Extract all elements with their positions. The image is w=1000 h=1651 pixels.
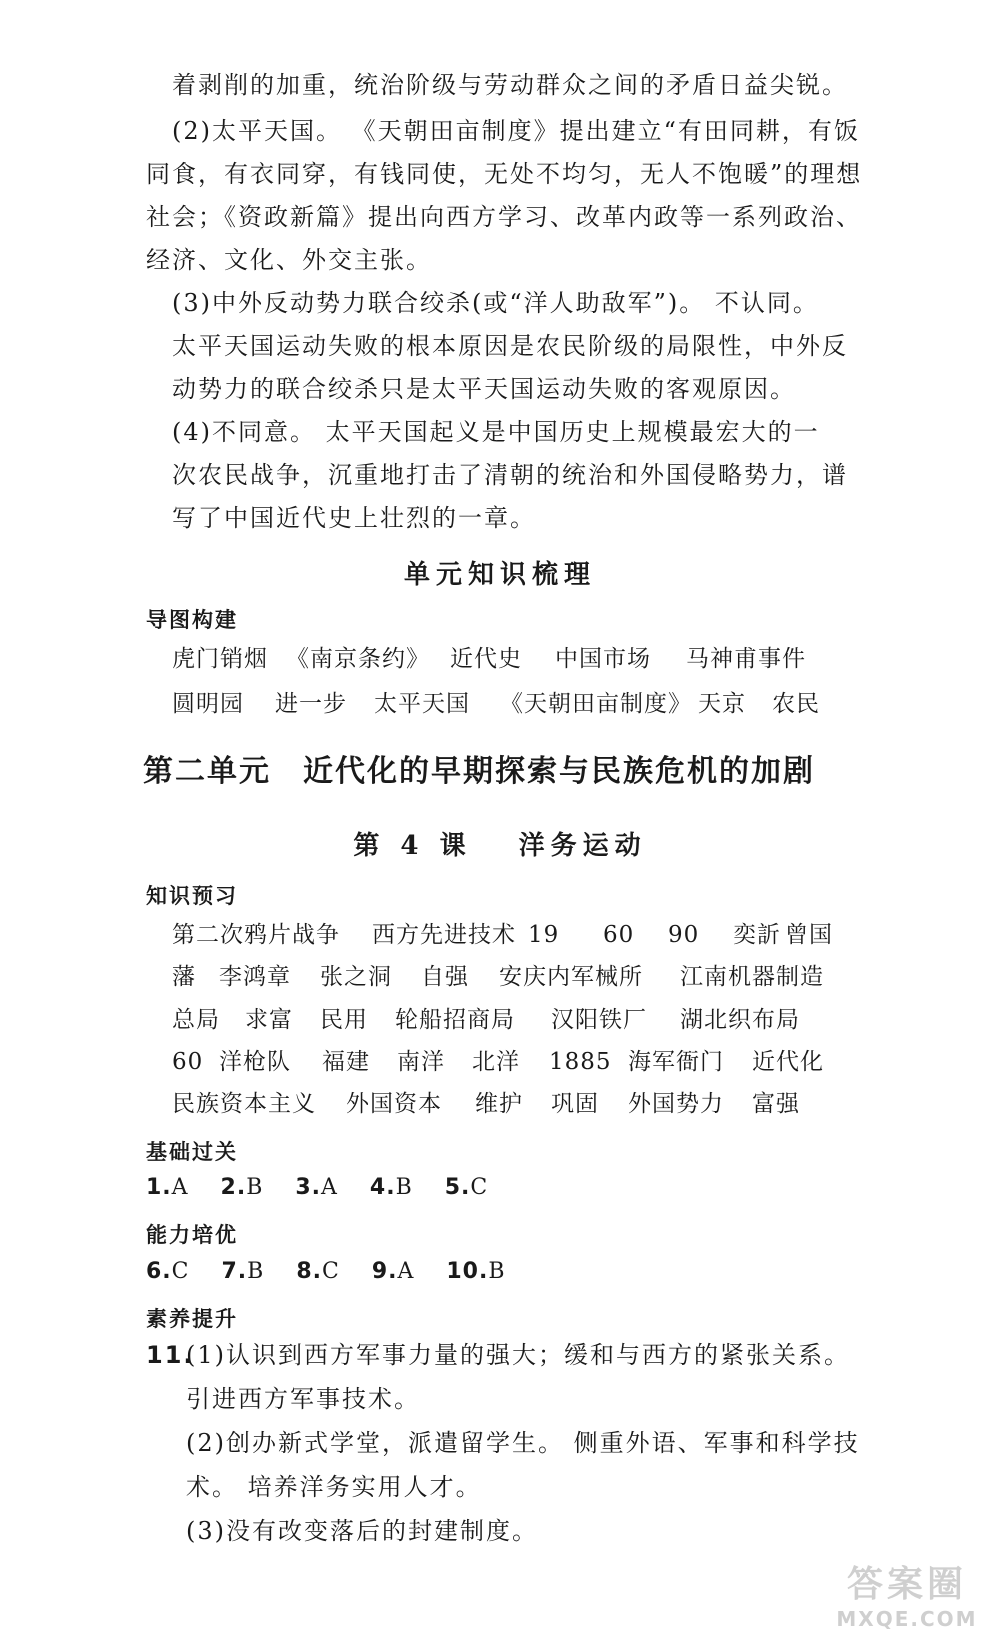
section-heading: 导图构建: [146, 608, 238, 632]
text-line: (2)创办新式学堂，派遣留学生。 侧重外语、军事和科学技: [186, 1429, 860, 1457]
keyword: 农民: [772, 691, 820, 717]
watermark-text: 答案圈: [846, 1564, 967, 1605]
keyword: 进一步: [275, 691, 347, 717]
keyword: 巩固: [551, 1091, 599, 1117]
text-line: (2)太平天国。 《天朝田亩制度》提出建立“有田同耕，有饭: [172, 117, 860, 145]
watermark-logo: [822, 1563, 992, 1643]
text-line: 同食，有衣同穿，有钱同使，无处不均匀，无人不饱暖”的理想: [146, 160, 863, 188]
answer-item: 5.C: [444, 1175, 489, 1200]
keyword: 近代史: [450, 646, 522, 672]
keyword: 汉阳铁厂: [551, 1007, 647, 1033]
keyword: 轮船招商局: [395, 1007, 515, 1033]
text-line: 术。 培养洋务实用人才。: [186, 1473, 482, 1501]
keyword: 马神甫事件: [686, 646, 806, 672]
keyword: 近代化: [752, 1049, 824, 1075]
keyword: 外国势力: [628, 1091, 724, 1117]
keyword: 虎门销烟: [172, 646, 268, 672]
answer-item: 4.B: [369, 1175, 413, 1200]
keyword: 安庆内军械所: [499, 964, 643, 990]
section-heading: 知识预习: [146, 884, 238, 908]
section-title: 单元知识梳理: [403, 560, 596, 590]
keyword: 张之洞: [320, 964, 392, 990]
keyword: 李鸿章: [219, 964, 291, 990]
keyword: 南洋: [397, 1049, 445, 1075]
text-line: 着剥削的加重，统治阶级与劳动群众之间的矛盾日益尖锐。: [172, 71, 848, 99]
answer-item: 1.A: [146, 1175, 189, 1200]
text-line: (4)不同意。 太平天国起义是中国历史上规模最宏大的一: [172, 418, 820, 446]
section-heading: 基础过关: [146, 1140, 238, 1164]
answer-item: 6.C: [146, 1259, 190, 1284]
unit-title: 第二单元 近代化的早期探索与民族危机的加剧: [143, 754, 815, 789]
keyword: 60: [172, 1049, 204, 1075]
answer-row: [146, 1259, 506, 1284]
answer-item: 7.B: [221, 1259, 265, 1284]
text-line: 次农民战争，沉重地打击了清朝的统治和外国侵略势力，谱: [172, 461, 848, 489]
keyword: 江南机器制造: [680, 964, 824, 990]
section-heading: 能力培优: [146, 1223, 238, 1247]
text-line: 经济、文化、外交主张。: [146, 246, 432, 274]
answer-item: 2.B: [220, 1175, 264, 1200]
answer-item: 3.A: [295, 1175, 338, 1200]
keyword: 总局: [172, 1007, 220, 1033]
keyword: 求富: [245, 1007, 293, 1033]
lesson-title: 第 4 课 洋务运动: [353, 831, 647, 861]
keyword: 《天朝田亩制度》: [500, 691, 692, 717]
section-heading: 素养提升: [146, 1307, 238, 1331]
text-line: (1)认识到西方军事力量的强大；缓和与西方的紧张关系。: [186, 1341, 850, 1369]
keyword: 北洋: [472, 1049, 520, 1075]
keyword: 曾国: [785, 922, 833, 948]
keyword: 洋枪队: [219, 1049, 291, 1075]
keyword: 中国市场: [555, 646, 651, 672]
text-line: 引进西方军事技术。: [186, 1385, 420, 1413]
keyword: 西方先进技术: [372, 922, 516, 948]
keyword: 藩: [172, 964, 196, 990]
answer-item: 9.A: [371, 1259, 415, 1284]
text-line: 社会；《资政新篇》提出向西方学习、改革内政等一系列政治、: [146, 203, 862, 231]
keyword: 湖北织布局: [680, 1007, 800, 1033]
keyword: 《南京条约》: [286, 646, 430, 672]
text-line: 太平天国运动失败的根本原因是农民阶级的局限性，中外反: [172, 332, 848, 360]
keyword: 第二次鸦片战争: [172, 922, 340, 948]
keyword: 海军衙门: [628, 1049, 724, 1075]
keyword: 90: [668, 922, 700, 948]
keyword: 19: [528, 922, 560, 948]
keyword: 1885: [549, 1049, 612, 1075]
text-line: (3)中外反动势力联合绞杀(或“洋人助敌军”)。 不认同。: [172, 289, 819, 317]
keyword: 民族资本主义: [172, 1091, 316, 1117]
keyword: 天京: [698, 691, 746, 717]
answer-item: 8.C: [296, 1259, 340, 1284]
keyword: 60: [603, 922, 635, 948]
keyword: 奕訢: [733, 922, 781, 948]
keyword: 圆明园: [172, 691, 244, 717]
watermark-url: MXQE.COM: [836, 1607, 978, 1631]
keyword: 外国资本: [346, 1091, 442, 1117]
keyword: 太平天国: [374, 691, 470, 717]
text-line: (3)没有改变落后的封建制度。: [186, 1517, 538, 1545]
answer-row: [146, 1175, 488, 1200]
text-line: 写了中国近代史上壮烈的一章。: [172, 504, 536, 532]
keyword: 福建: [322, 1049, 370, 1075]
keyword: 富强: [752, 1091, 800, 1117]
keyword: 民用: [320, 1007, 368, 1033]
answer-item: 10.B: [446, 1259, 506, 1284]
keyword: 自强: [421, 964, 469, 990]
keyword: 维护: [475, 1091, 523, 1117]
question-number: 11.: [146, 1341, 195, 1369]
text-line: 动势力的联合绞杀只是太平天国运动失败的客观原因。: [172, 375, 796, 403]
